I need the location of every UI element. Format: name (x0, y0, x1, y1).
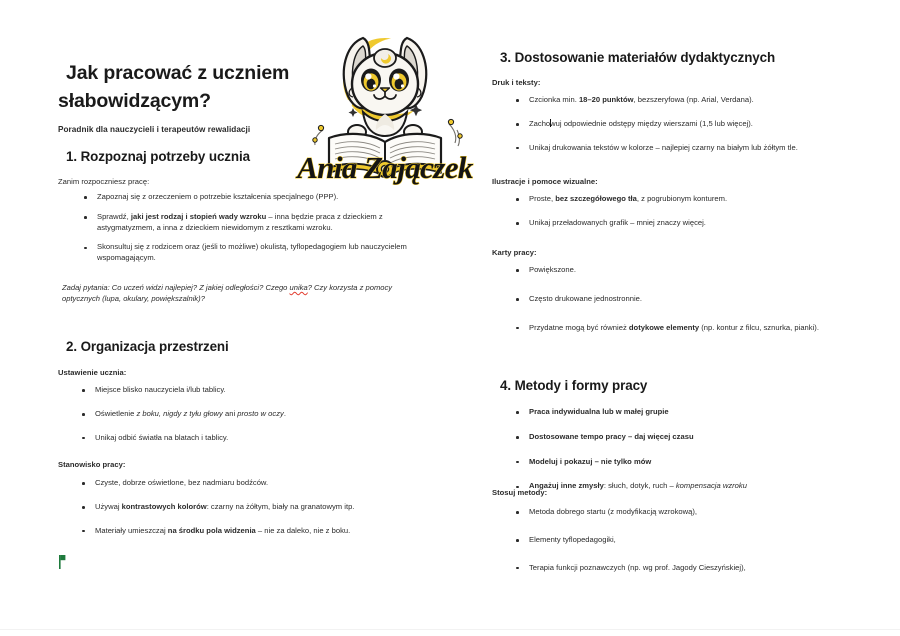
section-3-group-2-bullets (512, 194, 862, 229)
page-title (58, 60, 366, 115)
section-heading-3: 3. Dostosowanie materiałów dydaktycznych (500, 50, 776, 65)
list-item: Praca indywidualna lub w małej grupie (512, 407, 862, 418)
page-subtitle: Poradnik dla nauczycieli i terapeutów rewalidacji (58, 125, 251, 134)
list-item: Unikaj drukowania tekstów w kolorze – najlepiej czarny na białym lub żółtym tle. (512, 143, 862, 154)
list-item: Terapia funkcji poznawczych (np. wg prof. Jagody Cieszyńskiej), (512, 563, 862, 574)
list-item: Czyste, dobrze oświetlone, bez nadmiaru bodźców. (78, 478, 423, 489)
page-title-line-1: Jak pracować z uczniem (66, 62, 290, 84)
section-3-group-3-lead: Karty pracy: (492, 248, 537, 257)
green-flag-marker[interactable] (59, 555, 66, 569)
section-heading-4: 4. Metody i formy pracy (500, 378, 648, 393)
list-item: Unikaj przeładowanych grafik – mniej znaczy więcej. (512, 218, 862, 229)
section-3-group-1-bullets (512, 95, 862, 153)
list-item: Materiały umieszczaj na środku pola widzenia – nie za daleko, nie z boku. (78, 526, 423, 537)
section-heading-2: 2. Organizacja przestrzeni (66, 339, 229, 354)
section-4-bullets (512, 407, 862, 492)
section-4-methods-bullets (512, 507, 862, 573)
section-2-group-1-lead: Ustawienie ucznia: (58, 368, 127, 377)
list-item: Angażuj inne zmysły: słuch, dotyk, ruch – kompensacja wzroku (512, 481, 862, 492)
list-item: Proste, bez szczegółowego tła, z pogrubionym konturem. (512, 194, 862, 205)
list-item: Powiększone. (512, 265, 852, 276)
list-item: Czcionka min. 18–20 punktów, bezszeryfowa (np. Arial, Verdana). (512, 95, 862, 106)
list-item: Sprawdź, jaki jest rodzaj i stopień wady wzroku – inna będzie praca z dzieckiem z astygmatyzmem, a inna z dzieckiem niewidomym z resztkami wzroku. (80, 212, 425, 234)
section-heading-1: 1. Rozpoznaj potrzeby ucznia (66, 149, 250, 164)
list-item: Elementy tyflopedagogiki, (512, 535, 862, 546)
section-2-group-2-bullets (78, 478, 423, 536)
section-3-group-2-lead: Ilustracje i pomoce wizualne: (492, 177, 598, 186)
list-item: Używaj kontrastowych kolorów: czarny na żółtym, biały na granatowym itp. (78, 502, 423, 513)
section-3-group-3-bullets (512, 265, 852, 333)
list-item: Modeluj i pokazuj – nie tylko mów (512, 457, 862, 468)
list-item: Unikaj odbić światła na blatach i tablicy. (78, 433, 418, 444)
list-item: Przydatne mogą być również dotykowe elementy (np. kontur z filcu, sznurka, pianki). (512, 323, 852, 334)
svg-text:Ania Zajączek: Ania Zajączek (297, 150, 473, 185)
page-bottom-edge (0, 629, 900, 630)
list-item: Zachowuj odpowiednie odstępy między wierszami (1,5 lub więcej). (512, 119, 862, 130)
section-2-group-1-bullets (78, 385, 418, 443)
list-item: Dostosowane tempo pracy – daj więcej czasu (512, 432, 862, 443)
spellcheck-error-word: unika (289, 283, 308, 292)
section-1-lead: Zanim rozpoczniesz pracę: (58, 177, 150, 186)
section-1-bullets (80, 192, 425, 264)
list-item: Często drukowane jednostronnie. (512, 294, 852, 305)
section-3-group-1-lead: Druk i teksty: (492, 78, 541, 87)
page-title-line-2: słabowidzącym? (58, 89, 211, 112)
list-item: Skonsultuj się z rodzicem oraz (jeśli to możliwe) okulistą, tyflopedagogiem lub nauczycielem wspomagającym. (80, 242, 425, 264)
section-2-group-2-lead: Stanowisko pracy: (58, 460, 126, 469)
section-4-lead: Stosuj metody: (492, 488, 548, 497)
list-item: Zapoznaj się z orzeczeniem o potrzebie kształcenia specjalnego (PPP). (80, 192, 425, 203)
list-item: Miejsce blisko nauczyciela i/lub tablicy. (78, 385, 418, 396)
section-1-note: Zadaj pytania: Co uczeń widzi najlepiej? Z jakiej odległości? Czego unika? Czy korzysta z pomocy optycznych (lupa, okulary, powiększalnik)? (62, 283, 393, 303)
list-item: Metoda dobrego startu (z modyfikacją wzrokową), (512, 507, 862, 518)
flag-icon (59, 555, 66, 569)
list-item: Oświetlenie z boku, nigdy z tyłu głowy ani prosto w oczy. (78, 409, 418, 420)
